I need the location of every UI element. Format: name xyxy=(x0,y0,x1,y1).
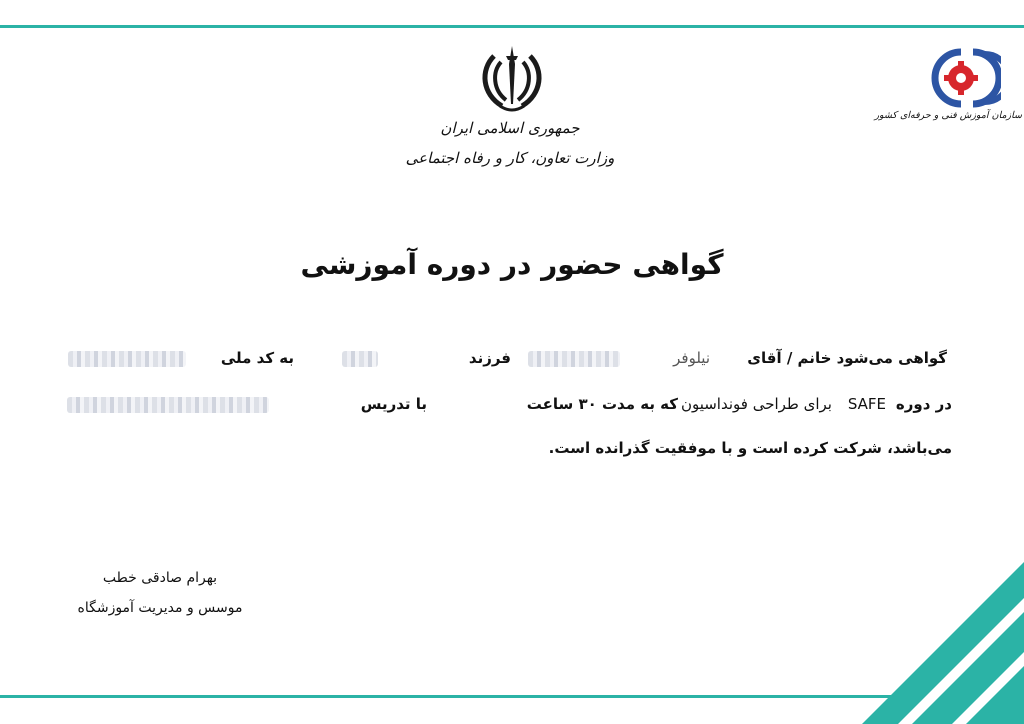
completion-statement: می‌باشد، شرکت کرده است و با موفقیت گذرانده است. xyxy=(548,439,952,457)
redacted-last-name xyxy=(528,351,620,367)
tvto-logo-icon xyxy=(925,46,1001,110)
redacted-father-name xyxy=(342,351,378,367)
bottom-border-line xyxy=(0,695,905,698)
signer-role: موسس و مدیریت آموزشگاه xyxy=(77,600,243,616)
org-name: سازمان آموزش فنی و حرفه‌ای کشور xyxy=(874,110,1022,121)
child-of-label: فرزند xyxy=(468,349,511,367)
ministry-line-2: وزارت تعاون، کار و رفاه اجتماعی xyxy=(405,149,615,167)
course-in-label: در دوره xyxy=(895,395,952,413)
instructor-label: با تدریس xyxy=(360,395,427,413)
national-code-label: به کد ملی xyxy=(220,349,294,367)
ministry-line-1: جمهوری اسلامی ایران xyxy=(440,119,580,137)
line1-prefix: گواهی می‌شود خانم / آقای xyxy=(747,349,947,367)
course-duration: که به مدت ۳۰ ساعت xyxy=(526,395,678,413)
redacted-national-code xyxy=(68,351,186,367)
iran-emblem-icon xyxy=(476,42,548,114)
first-name: نیلوفر xyxy=(673,349,710,367)
ministry-heading xyxy=(380,116,640,170)
signer-name: بهرام صادقی خطب xyxy=(102,570,218,586)
redacted-instructor-name xyxy=(67,397,269,413)
top-border-line xyxy=(0,25,1024,28)
course-name: SAFE xyxy=(847,395,886,413)
course-description: برای طراحی فونداسیون xyxy=(680,395,832,413)
certificate-title: گواهی حضور در دوره آموزشی xyxy=(300,248,724,281)
